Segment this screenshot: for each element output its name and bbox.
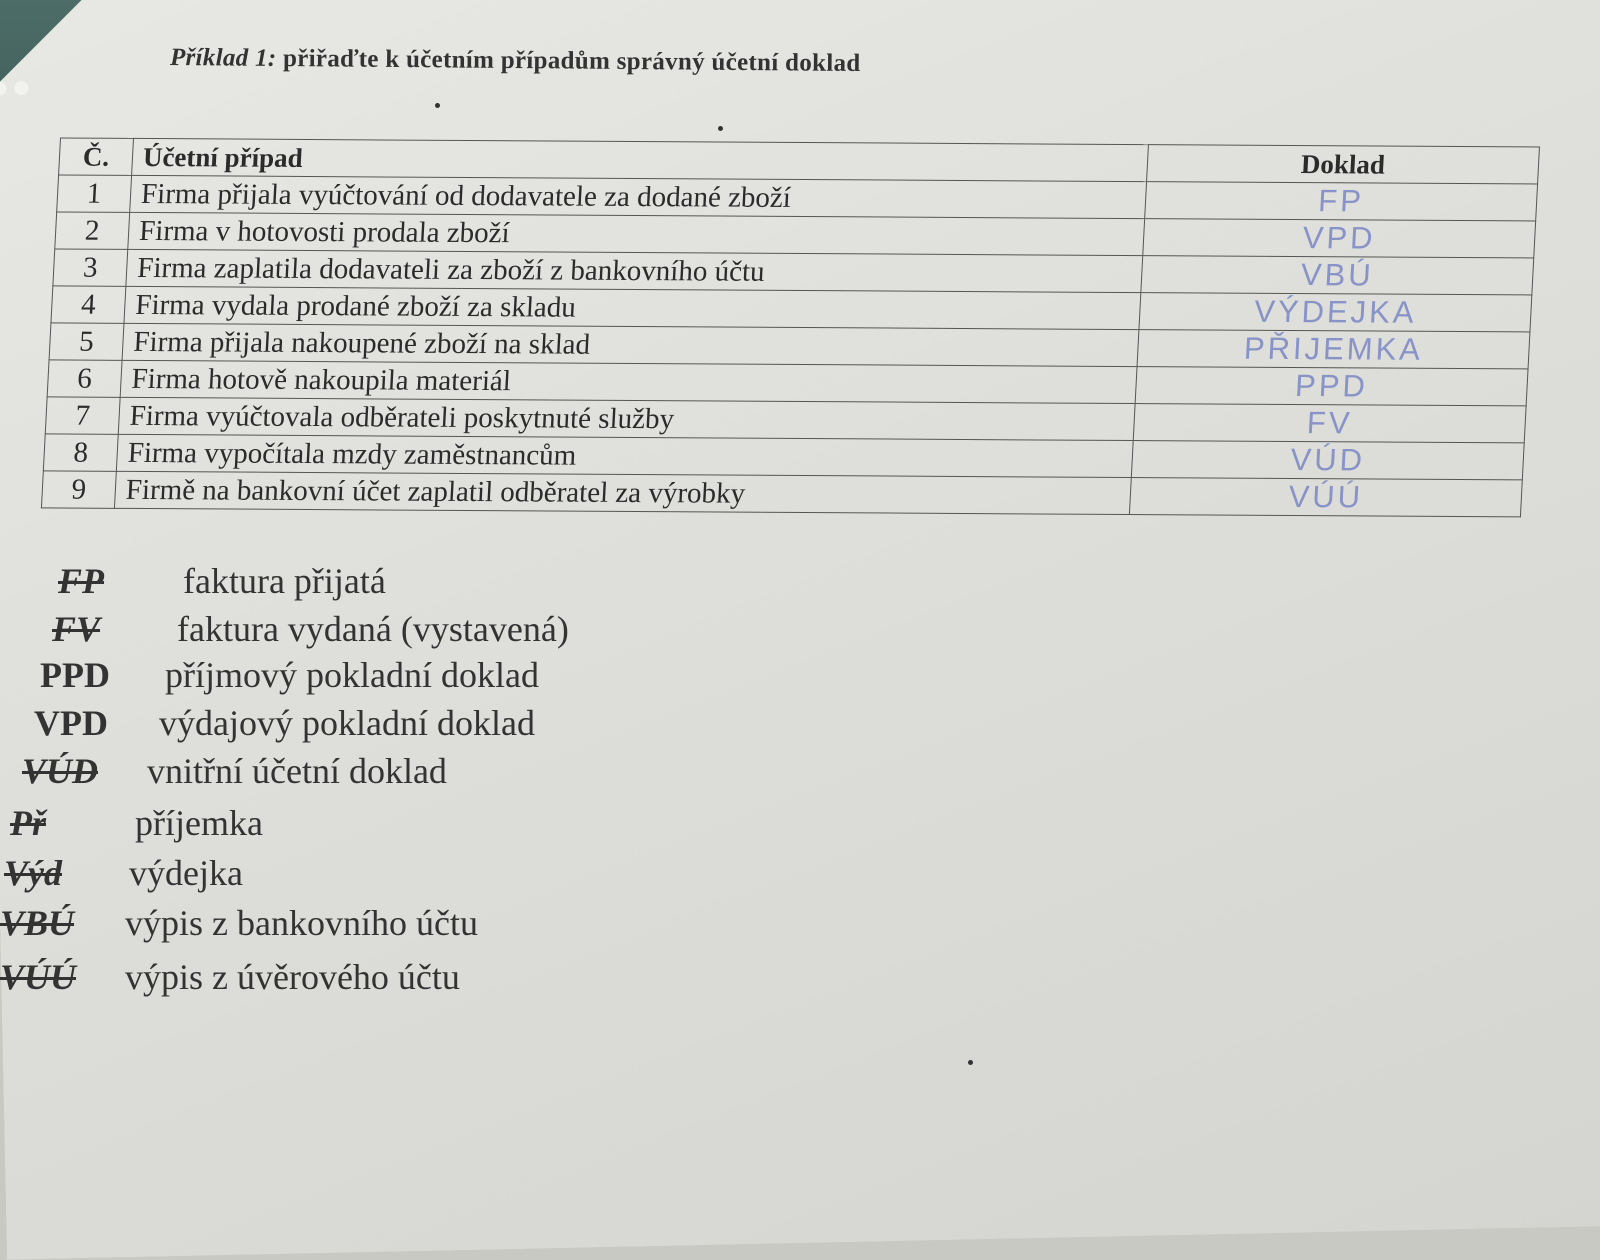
paper-speck (968, 1060, 973, 1065)
legend-item (34, 702, 535, 744)
row-number: 5 (49, 323, 124, 360)
exercise-instruction: přiřaďte k účetním případům správný účetní doklad (282, 44, 861, 78)
row-handwritten-answer: FV (1133, 404, 1526, 443)
row-number: 7 (45, 397, 120, 434)
row-number: 8 (43, 434, 118, 471)
row-number: 6 (47, 360, 122, 397)
legend-item (22, 750, 447, 792)
legend-item (58, 560, 386, 602)
row-case-description: Firma vydala prodané zboží za skladu (124, 286, 1141, 329)
row-handwritten-answer: PŘIJEMKA (1137, 330, 1530, 369)
row-handwritten-answer: VÝDEJKA (1139, 293, 1532, 332)
legend-description: faktura přijatá (183, 561, 386, 601)
row-handwritten-answer: VPD (1143, 219, 1536, 258)
legend-abbreviation: VÚD (22, 751, 99, 791)
row-handwritten-answer: FP (1145, 182, 1538, 221)
table-body (41, 175, 1537, 517)
row-handwritten-answer: VÚD (1131, 441, 1524, 480)
legend-description: příjemka (135, 803, 263, 843)
legend-description: výdejka (129, 853, 243, 893)
row-case-description: Firmě na bankovní účet zaplatil odběratel za výrobky (114, 471, 1131, 514)
row-case-description: Firma zaplatila dodavateli za zboží z bankovního účtu (126, 249, 1143, 292)
row-case-description: Firma vypočítala mzdy zaměstnancům (116, 434, 1133, 477)
legend-item (0, 902, 478, 944)
legend-description: výpis z úvěrového účtu (125, 957, 460, 997)
row-case-description: Firma přijala nakoupené zboží na sklad (122, 323, 1139, 366)
exercise-table-wrapper (41, 137, 1540, 517)
legend-description: výdajový pokladní doklad (159, 703, 535, 743)
header-document: Doklad (1147, 145, 1540, 184)
punch-hole (14, 81, 28, 95)
paper-speck (435, 103, 440, 108)
row-handwritten-answer: VÚÚ (1129, 478, 1522, 517)
row-handwritten-answer: PPD (1135, 367, 1528, 406)
legend-description: vnitřní účetní doklad (147, 751, 447, 791)
row-number: 2 (55, 212, 130, 249)
legend-abbreviation: VÚÚ (0, 957, 77, 997)
legend-description: příjmový pokladní doklad (165, 655, 539, 695)
legend-item (40, 654, 539, 696)
legend-abbreviation: Př (10, 803, 46, 843)
row-case-description: Firma vyúčtovala odběrateli poskytnuté služby (118, 397, 1135, 440)
legend-abbreviation: PPD (40, 655, 110, 695)
legend-item (10, 802, 263, 844)
row-number: 9 (41, 471, 116, 508)
row-case-description: Firma přijala vyúčtování od dodavatele za dodané zboží (130, 175, 1147, 218)
row-number: 4 (51, 286, 126, 323)
punch-hole (0, 81, 7, 95)
legend-abbreviation: Výd (4, 853, 62, 893)
row-handwritten-answer: VBÚ (1141, 256, 1534, 295)
legend-item (52, 608, 569, 650)
legend-abbreviation: FV (52, 609, 101, 649)
row-number: 1 (57, 175, 132, 212)
row-case-description: Firma v hotovosti prodala zboží (128, 212, 1145, 255)
paper-speck (718, 126, 723, 131)
exercise-number: Příklad 1: (169, 44, 277, 72)
exercise-table (41, 137, 1540, 517)
legend-description: výpis z bankovního účtu (125, 903, 478, 943)
legend-description: faktura vydaná (vystavená) (177, 609, 569, 649)
legend-abbreviation: VBÚ (0, 903, 75, 943)
legend-abbreviation: FP (58, 561, 105, 601)
row-case-description: Firma hotově nakoupila materiál (120, 360, 1137, 403)
legend-item (4, 852, 243, 894)
legend-abbreviation: VPD (34, 703, 108, 743)
row-number: 3 (53, 249, 128, 286)
header-number: Č. (59, 138, 134, 175)
legend-item (0, 956, 460, 998)
header-case: Účetní případ (132, 138, 1149, 181)
